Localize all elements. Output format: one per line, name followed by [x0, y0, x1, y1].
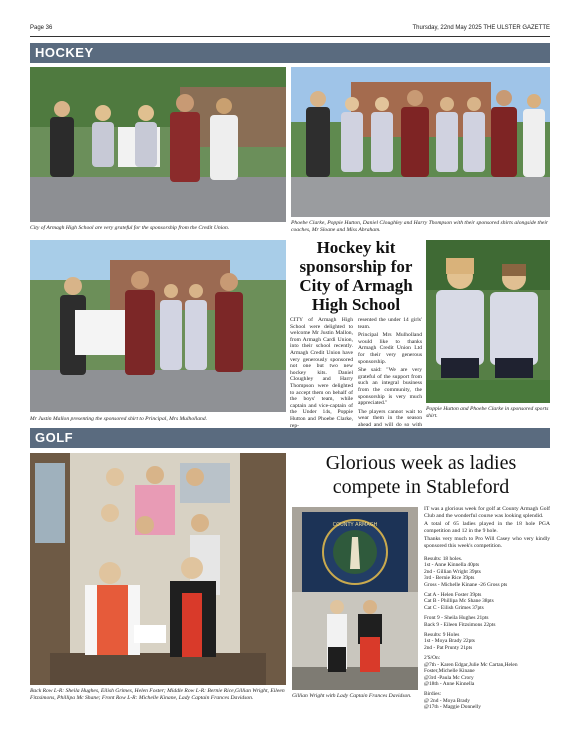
photo-shirt-presentation [30, 240, 286, 412]
issue-date: Thursday, 22nd May 2025 THE ULSTER GAZETTE [412, 25, 550, 31]
category-results [424, 592, 550, 611]
golf-intro-block [424, 506, 550, 552]
photo-group-coaches [291, 67, 550, 217]
caption-photo-4: Poppie Hutton and Phoebe Clarke in sponsored sports shirt. [426, 406, 549, 419]
golf-results-block [424, 556, 550, 715]
hockey-headline: Hockey kit sponsorship for City of Armagh High School [299, 238, 413, 314]
result-line: 2nd - Gillian Wright 39pts [424, 568, 481, 575]
results-9-title: Results: 9 Holes [424, 632, 460, 639]
caption-photo-2: Phoebe Clarke, Poppie Hutton, Daniel Cloughley and Harry Thompson with their sponsored shirts alongside their coaches, Mr Sloane and Miss Abraham. [291, 220, 549, 233]
twos-title: 2'S/On: [424, 655, 441, 662]
result-line: 2nd - Pat Prunty 21pts [424, 644, 473, 651]
section-bar-hockey: HOCKEY [30, 43, 550, 63]
twos-line: @7th - Karen Edgar,Julie Mc Cartan,Helen Foster,Michelle Kinane [424, 661, 518, 675]
masthead-rule [30, 36, 550, 37]
results-18-holes [424, 556, 550, 588]
cat-line: Cat B - Phillipa Mc Shane 38pts [424, 598, 494, 605]
photo-golf-sign [292, 507, 418, 690]
nines-results [424, 615, 550, 628]
birdies-results [424, 691, 550, 710]
nine-line: Front 9 - Sheila Hughes 21pts [424, 615, 489, 622]
photo-two-players [426, 240, 550, 403]
twos-line: @3rd -Paula Mc Crory [424, 674, 474, 681]
result-line: 3rd - Bernie Rice 39pts [424, 575, 475, 582]
birdie-line: @17th - Maggie Donnelly [424, 704, 481, 711]
golf-para-3: Thanks very much to Pro Will Casey who very kindly sponsored this week's competition. [424, 536, 550, 549]
result-line: 1st - Moya Brady 22pts [424, 638, 475, 645]
hockey-body-p1: resented the under 14 girls' team. [358, 317, 422, 330]
cat-line: Cat C - Eilish Grimes 37pts [424, 604, 484, 611]
twos-results [424, 655, 550, 687]
hockey-body-col-2 [358, 317, 422, 437]
golf-intro: IT was a glorious week for golf at County Armagh Golf Club and the wonderful course was looking splendid. [424, 506, 550, 519]
caption-golf-left: Back Row L-R: Sheila Hughes, Eilish Grimes, Helen Foster; Middle Row L-R: Bernie Rice,Gillian Wright, Eileen Fitzsimons, Phillipa Mc Shane; Front Row L-R: Michelle Kinane, Lady Captain Frances Davidson. [30, 688, 285, 701]
photo-golf-group [30, 453, 286, 685]
hockey-body-p3: She said: "We are very grateful of the support from such an integral business from the community, the sponsorship is very much appreciated." [358, 367, 422, 407]
caption-photo-1: City of Armagh High School are very grateful for the sponsorship from the Credit Union. [30, 225, 230, 231]
cat-line: Cat A - Helen Foster 39pts [424, 592, 482, 599]
birdie-line: @ 2nd - Moya Brady [424, 697, 470, 704]
birdies-title: Birdies: [424, 691, 442, 698]
section-bar-golf: GOLF [30, 428, 550, 448]
twos-line: @18th - Anne Kinnella [424, 680, 475, 687]
hockey-body-col1-text: CITY of Armagh High School were delighted to welcome Mr Justin Mallon, from Armagh Cardi Union, into their school recently. Armagh Credit Union have very generously sponsored not one but two new hockey kits. Daniel Cloughley and Harry Thompson were delighted to accept them on behalf of the boys' team, while captain and vice-captain of the Under 14s, Poppie Hutton and Phoebe Clarke, rep- [290, 317, 353, 429]
photo-group-credit-union [30, 67, 286, 222]
results-18-title: Results: 18 holes. [424, 556, 463, 562]
golf-para-2: A total of 65 ladies played in the 18 hole PGA competition and 12 in the 9 hole. [424, 521, 550, 534]
result-line: 1st - Anne Kinnella 40pts [424, 562, 480, 569]
golf-headline: Glorious week as ladies compete in Stableford [325, 452, 517, 498]
hockey-body-p2: Principal Mrs Mulholland would like to thanks Armagh Credit Union Ltd for their very generous sponsorship. [358, 332, 422, 365]
masthead [30, 25, 550, 35]
results-9-holes [424, 632, 550, 651]
sign-lettering: COUNTY ARMAGH [332, 522, 378, 528]
nine-line: Back 9 - Eileen Fitzsimons 22pts [424, 621, 496, 628]
page-number: Page 36 [30, 25, 53, 31]
hockey-body-col-1 [290, 317, 353, 431]
result-line: Gross - Michelle Kinane -26 Gross pts [424, 581, 508, 588]
caption-photo-3: Mr Justin Mallon presenting the sponsored shirt to Principal, Mrs Mulholland. [30, 416, 208, 422]
hockey-body-p4: The players cannot wait to wear them in the season ahead and will do so with [358, 408, 422, 428]
caption-golf-right: Gillian Wright with Lady Captain Frances Davidson. [292, 693, 412, 699]
